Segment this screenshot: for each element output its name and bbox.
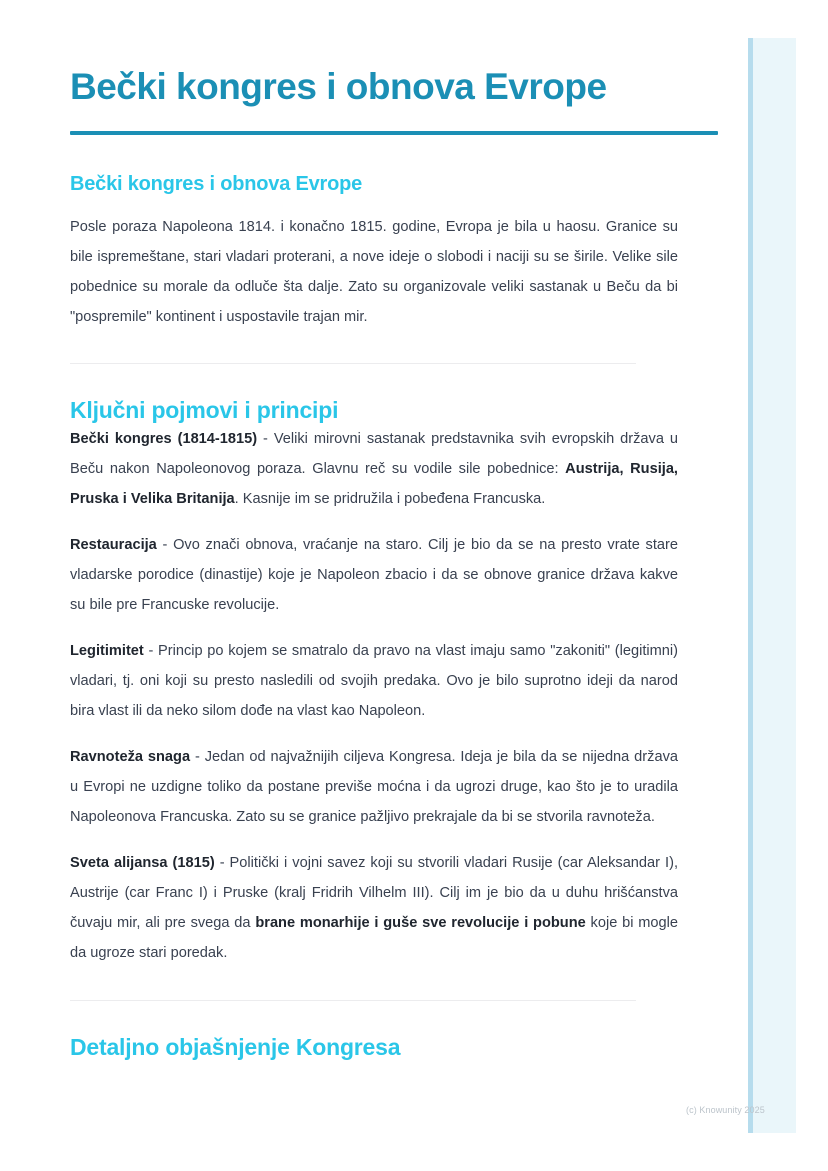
concept-entry-legitimitet [70,636,678,726]
concept-text-before: - Ovo znači obnova, vraćanje na staro. Cilj je bio da se na presto vrate stare vladarske porodice (dinastije) koje je Napoleon zbacio i da se obnove granice država kakve su bile pre Francuske revolucije. [70,537,678,614]
concept-entry-restauracija [70,530,678,620]
concept-text-before: - Princip po kojem se smatralo da pravo na vlast imaju samo "zakoniti" (legitimni) vladari, tj. oni koji su presto nasledili od svojih predaka. Ovo je bilo suprotno ideji da narod bira vlast ili da neko silom dođe na vlast kao Napoleon. [70,643,678,720]
section-heading-detailed: Detaljno objašnjenje Kongresa [70,1034,401,1061]
scrollbar-rail[interactable] [748,38,753,1133]
concept-entry-sveta-alijansa [70,848,678,968]
divider-after-intro [70,363,636,364]
side-decoration-band [748,38,796,1133]
concept-entry-ravnoteza-snaga [70,742,678,832]
concept-emphasis: brane monarhije i guše sve revolucije i pobune [255,915,586,932]
divider-after-key-concepts [70,1000,636,1001]
concept-entry-becki-kongres [70,424,678,514]
intro-paragraph: Posle poraza Napoleona 1814. i konačno 1815. godine, Evropa je bila u haosu. Granice su bile ispremeštane, stari vladari proterani, a nove ideje o slobodi i naciji su se širile. Velike sile pobednice su morale da odluče šta dalje. Zato su organizovale veliki sastanak u Beču da bi "pospremile" kontinent i uspostavile trajan mir. [70,218,678,325]
section-heading-intro: Bečki kongres i obnova Evrope [70,172,363,195]
concept-term: Ravnoteža snaga [70,749,191,766]
concept-text-before: - Jedan od najvažnijih ciljeva Kongresa. Ideja je bila da se nijedna država u Evropi ne uzdigne toliko da postane previše moćna i da ugrozi druge, kao što je to uradila Napoleonova Francuska. Zato su se granice pažljivo prekrajale da bi se stvorila ravnoteža. [70,749,678,826]
concept-term: Bečki kongres (1814-1815) [70,431,258,448]
concept-text-after: koje bi mogle da ugroze stari poredak. [70,915,679,962]
concept-text-before: - Veliki mirovni sastanak predstavnika svih evropskih država u Beču nakon Napoleonovog poraza. Glavnu reč su vodile sile pobednice: [70,431,678,478]
concept-term: Restauracija [70,537,157,554]
concept-text-after: . Kasnije im se pridružila i pobeđena Francuska. [234,491,546,508]
concept-emphasis: Austrija, Rusija, Pruska i Velika Britanija [70,461,678,508]
footer-credit: (c) Knowunity 2025 [686,1105,765,1115]
concept-term: Legitimitet [70,643,144,660]
section-heading-key-concepts: Ključni pojmovi i principi [70,396,339,423]
page-title: Bečki kongres i obnova Evrope [70,66,607,107]
concept-term: Sveta alijansa (1815) [70,855,215,872]
concept-text-before: - Politički i vojni savez koji su stvorili vladari Rusije (car Aleksandar I), Austrije (car Franc I) i Pruske (kralj Fridrih Vilhelm III). Cilj im je bio da u duhu hrišćanstva čuvaju mir, ali pre svega da [70,855,678,932]
